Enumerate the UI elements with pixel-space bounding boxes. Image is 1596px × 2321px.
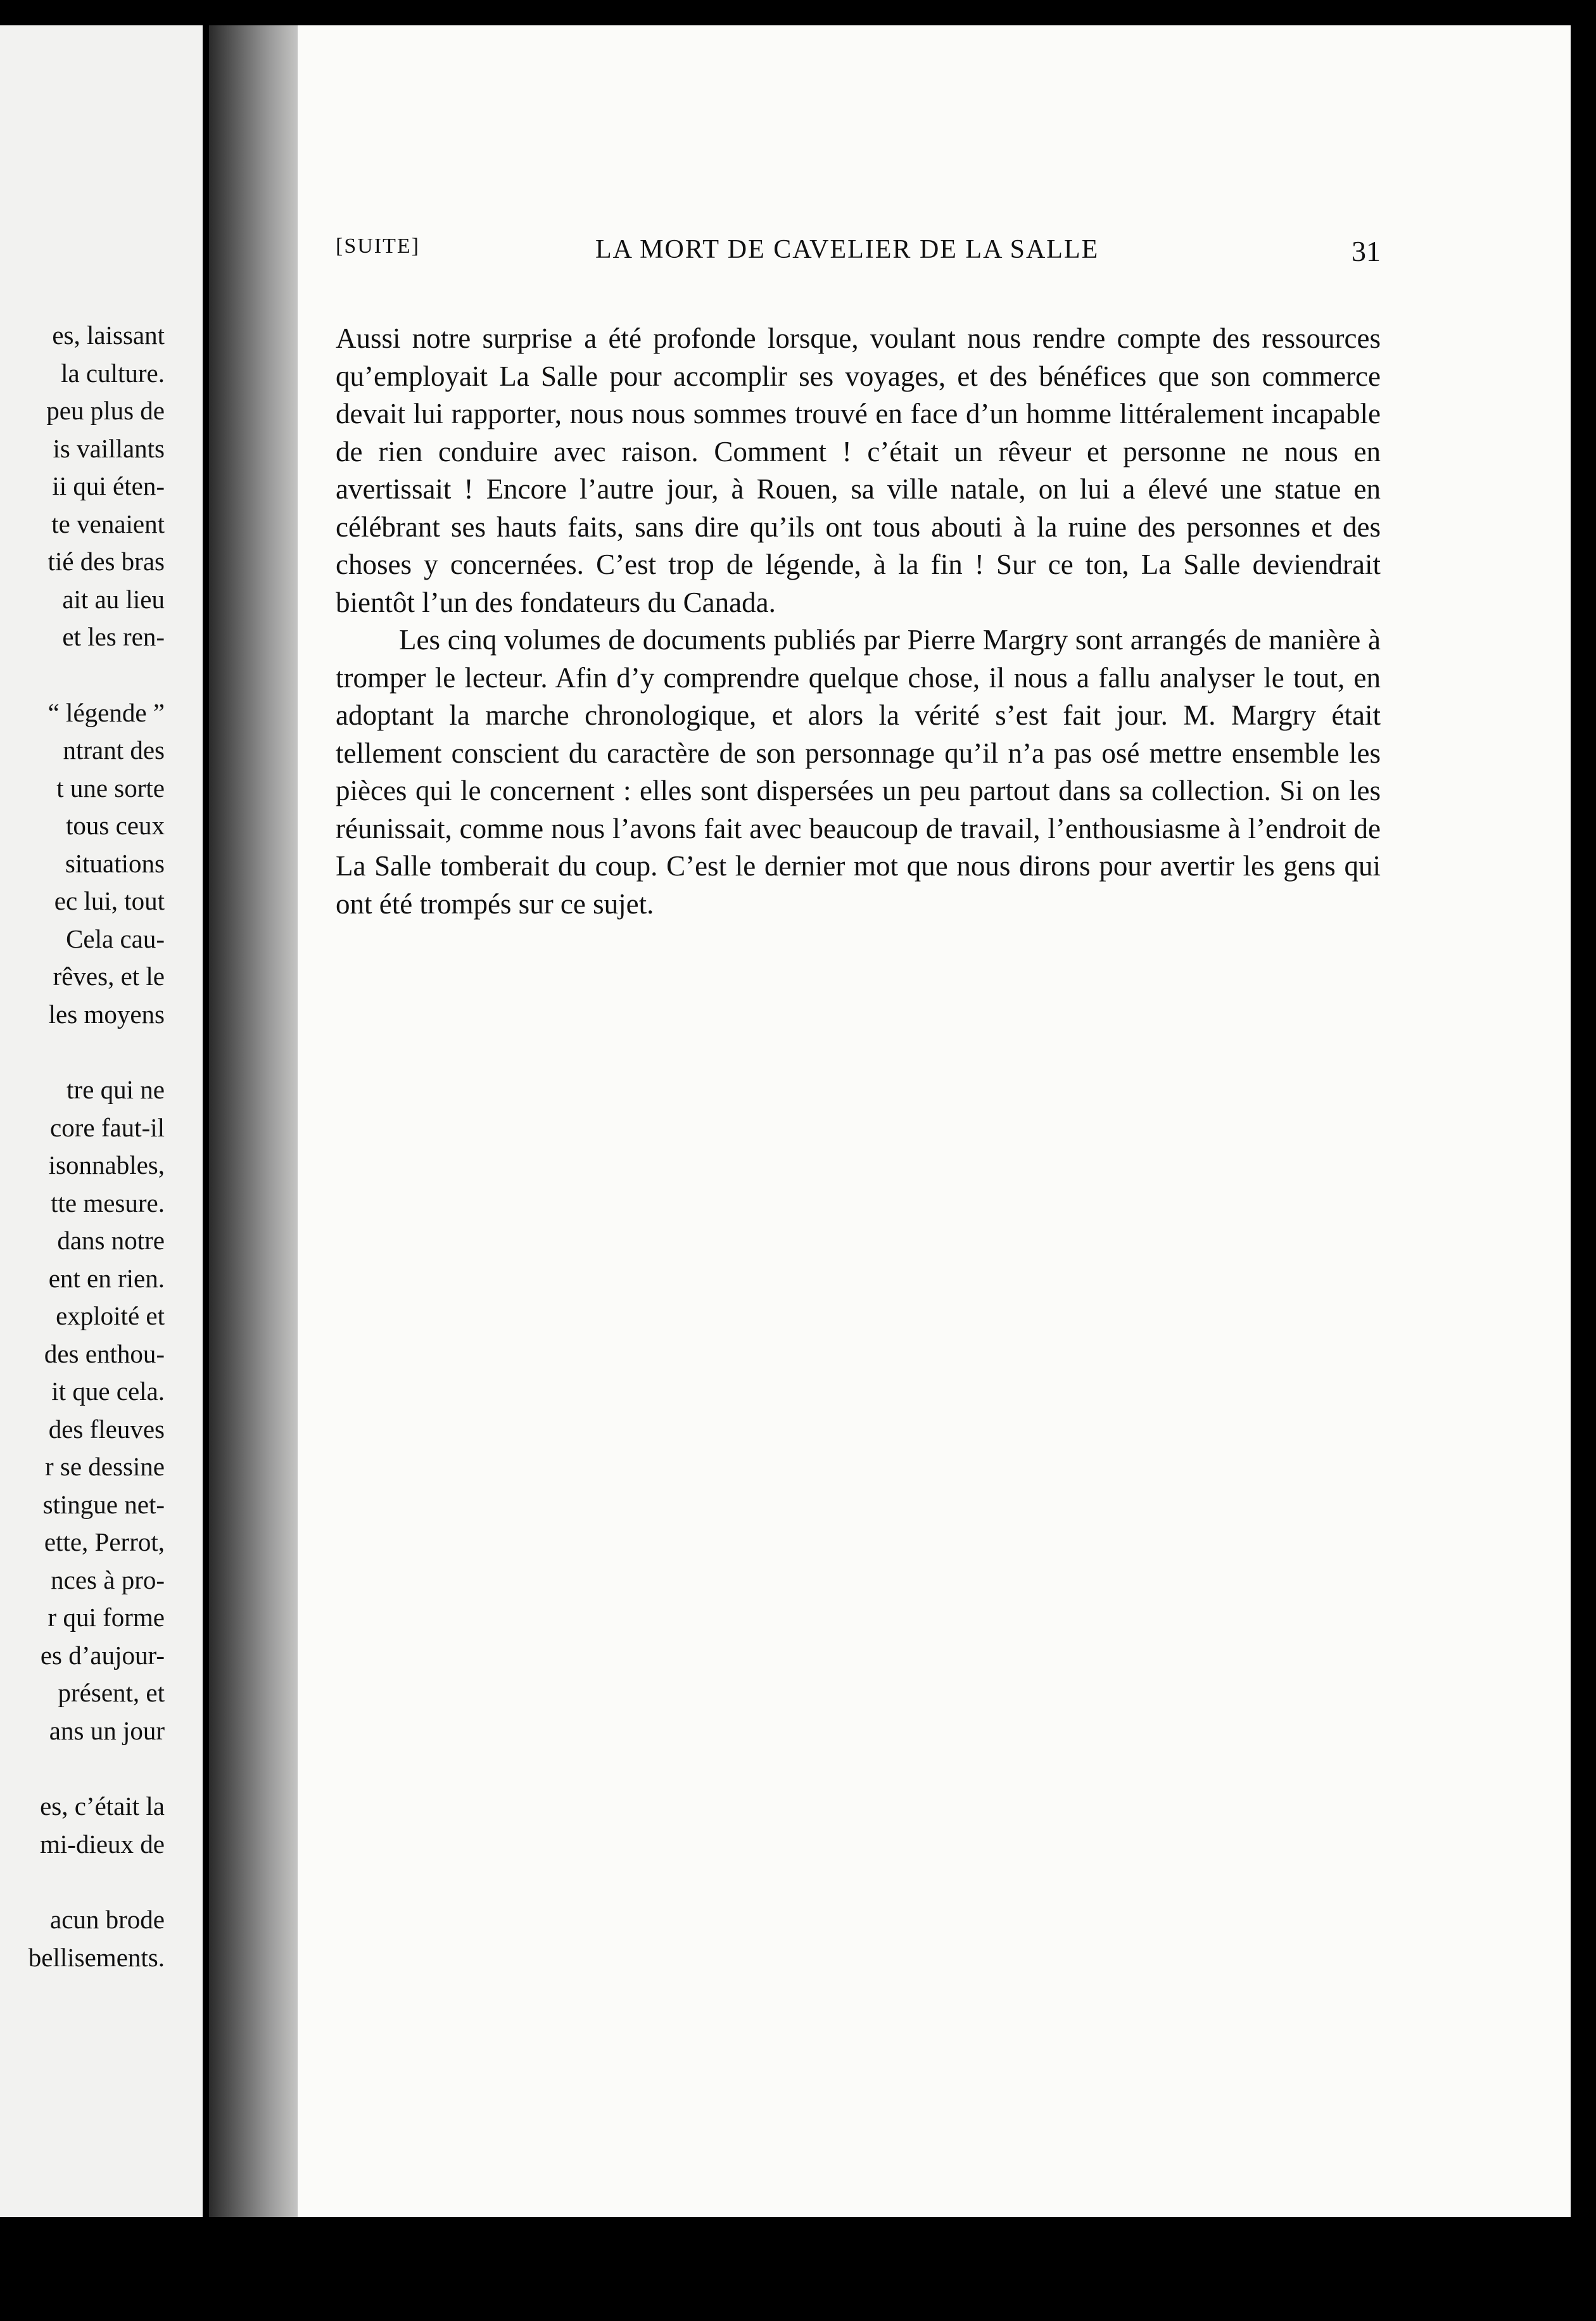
left-page-line: ii qui éten- xyxy=(52,471,165,500)
running-head-section: [SUITE] xyxy=(336,234,420,258)
left-page-gap xyxy=(0,1033,165,1071)
left-page-line: ec lui, tout xyxy=(54,886,165,915)
left-page-line: les moyens xyxy=(48,999,165,1029)
running-head xyxy=(336,234,1381,272)
left-page-line: core faut-il xyxy=(50,1112,165,1142)
left-page-line: peu plus de xyxy=(46,396,165,425)
left-page-line: acun brode xyxy=(50,1905,165,1934)
left-page-line: ans un jour xyxy=(49,1715,165,1745)
left-page-line: nces à pro- xyxy=(51,1565,165,1594)
left-page-line: mi-dieux de xyxy=(40,1829,165,1859)
left-page-line: rêves, et le xyxy=(53,962,165,991)
left-page-line: r se dessine xyxy=(44,1452,165,1481)
left-page-text xyxy=(0,317,165,1976)
left-page-line: r qui forme xyxy=(48,1603,165,1632)
left-page-line: exploité et xyxy=(56,1301,165,1330)
paragraph-2: Les cinq volumes de documents publiés par Pierre Margry sont arrangés de manière à tromper le lecteur. Afin d’y comprendre quelque chose, il nous a fallu analyser le tout, en adoptant la marche chronologique, et alors la vérité s’est fait jour. M. Margry était tellement conscient du caractère de son personnage qu’il n’a pas osé mettre ensemble les pièces qui le concernent : elles sont dispersées un peu partout dans sa collection. Si on les réunissait, comme nous l’avons fait avec beaucoup de travail, l’enthousiasme à l’endroit de La Salle tomberait du coup. C’est le dernier mot que nous dirons pour avertir les gens qui ont été trompés sur ce sujet. xyxy=(336,624,1381,920)
left-page-line: bellisements. xyxy=(28,1942,165,1972)
left-page-line: it que cela. xyxy=(51,1377,165,1406)
right-page xyxy=(298,25,1571,2217)
book-gutter xyxy=(209,25,310,2217)
body-text xyxy=(336,320,1381,923)
left-page-line: “ légende ” xyxy=(48,697,165,727)
left-page-line: es, c’était la xyxy=(40,1791,165,1821)
left-page-line: t une sorte xyxy=(56,773,165,803)
left-page-line: tous ceux xyxy=(66,811,165,840)
paragraph-1: Aussi notre surprise a été profonde lorsque, voulant nous rendre compte des ressources qu’employait La Salle pour accomplir ses voyages, et des bénéfices que son commerce devait lui rapporter, nous nous sommes trouvé en face d’un homme littéralement incapable de rien conduire avec raison. Comment ! c’était un rêveur et personne ne nous en avertissait ! Encore l’autre jour, à Rouen, sa ville natale, on lui a élevé une statue en célébrant ses hauts faits, sans dire qu’ils ont tous abouti à la ruine des personnes et des choses y concernées. C’est trop de légende, à la fin ! Sur ce ton, La Salle deviendrait bientôt l’un des fondateurs du Canada. xyxy=(336,322,1381,618)
page-number: 31 xyxy=(1352,235,1381,267)
left-page-line: ait au lieu xyxy=(62,584,165,614)
left-page-line: te venaient xyxy=(51,509,165,538)
left-page-gap xyxy=(0,656,165,694)
left-page-line: présent, et xyxy=(58,1678,165,1707)
left-page-line: ent en rien. xyxy=(48,1263,165,1293)
left-page-line: Cela cau- xyxy=(66,924,165,953)
left-page-line: dans notre xyxy=(57,1226,165,1255)
left-page-line: ntrant des xyxy=(63,735,165,765)
left-page-gap xyxy=(0,1863,165,1901)
left-page-line: stingue net- xyxy=(42,1489,165,1519)
left-page-line: tié des bras xyxy=(48,547,165,576)
left-page-fragment xyxy=(0,25,203,2217)
left-page-line: es, laissant xyxy=(52,321,165,350)
left-page-line: is vaillants xyxy=(53,433,165,463)
left-page-line: es d’aujour- xyxy=(40,1640,165,1670)
left-page-line: tte mesure. xyxy=(51,1188,165,1218)
left-page-gap xyxy=(0,1750,165,1788)
left-page-line: des fleuves xyxy=(48,1414,165,1444)
left-page-line: tre qui ne xyxy=(66,1075,165,1104)
left-page-line: situations xyxy=(65,848,165,878)
left-page-line: des enthou- xyxy=(44,1339,165,1368)
left-page-line: isonnables, xyxy=(48,1150,165,1180)
left-page-line: la culture. xyxy=(61,358,165,388)
left-page-line: ette, Perrot, xyxy=(44,1527,165,1556)
running-head-title: LA MORT DE CAVELIER DE LA SALLE xyxy=(595,235,1099,264)
left-page-line: et les ren- xyxy=(62,622,165,651)
